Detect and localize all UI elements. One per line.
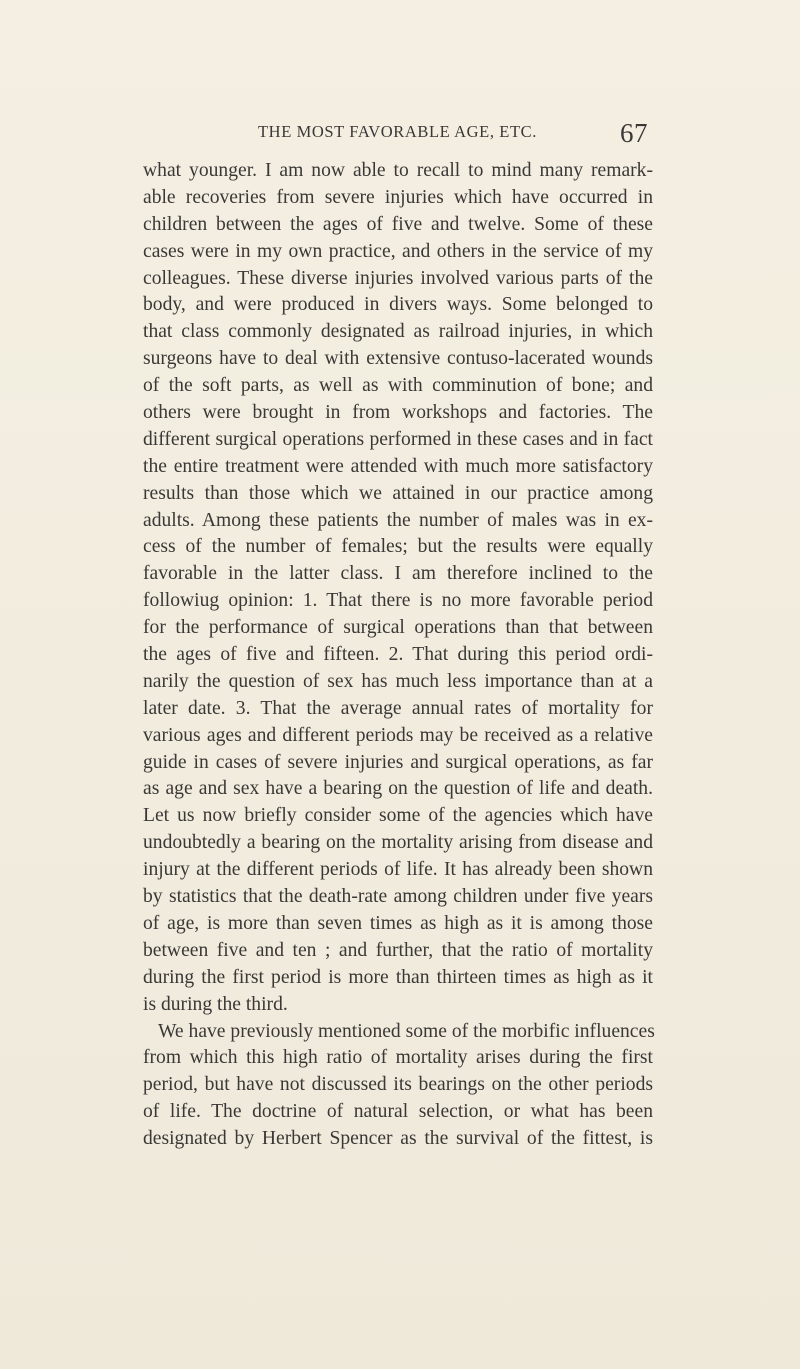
text-line: children between the ages of five and twelve. Some of these <box>143 213 653 235</box>
text-line: designated by Herbert Spencer as the survival of the fittest, is <box>143 1128 653 1150</box>
text-line: various ages and different periods may be received as a relative <box>143 724 653 746</box>
text-line: adults. Among these patients the number of males was in ex- <box>143 509 653 531</box>
text-line: is during the third. <box>143 993 288 1015</box>
text-line: narily the question of sex has much less importance than at a <box>143 670 653 692</box>
text-line: results than those which we attained in our practice among <box>143 482 653 504</box>
text-line: from which this high ratio of mortality arises during the first <box>143 1047 653 1069</box>
page-number: 67 <box>620 118 648 148</box>
text-line: period, but have not discussed its bearings on the other periods <box>143 1074 653 1096</box>
page-header <box>258 118 648 154</box>
text-line: what younger. I am now able to recall to mind many remark- <box>143 160 653 181</box>
running-title: THE MOST FAVORABLE AGE, ETC. <box>258 122 537 141</box>
text-line: followiug opinion: 1. That there is no more favorable period <box>143 590 653 612</box>
text-line: the ages of five and fifteen. 2. That during this period ordi- <box>143 644 653 666</box>
text-line: able recoveries from severe injuries which have occurred in <box>143 186 653 208</box>
text-line: surgeons have to deal with extensive contuso-lacerated wounds <box>143 348 653 370</box>
text-line: the entire treatment were attended with much more satisfactory <box>143 455 653 477</box>
text-line: injury at the different periods of life. It has already been shown <box>143 859 653 881</box>
text-line: as age and sex have a bearing on the question of life and death. <box>143 778 653 800</box>
text-line: between five and ten ; and further, that the ratio of mortality <box>143 939 653 961</box>
text-line: that class commonly designated as railroad injuries, in which <box>143 321 653 343</box>
text-line: during the first period is more than thirteen times as high as it <box>143 966 653 988</box>
text-line: others were brought in from workshops and factories. The <box>143 402 653 424</box>
text-line: later date. 3. That the average annual rates of mortality for <box>143 697 653 719</box>
text-line: cases were in my own practice, and others in the service of my <box>143 240 653 262</box>
text-line: different surgical operations performed in these cases and in fact <box>143 428 653 450</box>
text-line: colleagues. These diverse injuries involved various parts of the <box>143 267 653 289</box>
text-line: of life. The doctrine of natural selection, or what has been <box>143 1101 653 1123</box>
text-line: by statistics that the death-rate among children under five years <box>143 886 653 908</box>
text-line: Let us now briefly consider some of the agencies which have <box>143 805 653 827</box>
text-line: of age, is more than seven times as high as it is among those <box>143 912 653 934</box>
text-line: of the soft parts, as well as with comminution of bone; and <box>143 375 653 397</box>
text-line: cess of the number of females; but the results were equally <box>143 536 653 558</box>
body-text <box>143 158 653 1153</box>
text-line: We have previously mentioned some of the morbific influences <box>158 1020 655 1042</box>
text-line: body, and were produced in divers ways. Some belonged to <box>143 294 653 316</box>
text-line: for the performance of surgical operations than that between <box>143 617 653 639</box>
text-line: guide in cases of severe injuries and surgical operations, as far <box>143 751 653 773</box>
text-line: favorable in the latter class. I am therefore inclined to the <box>143 563 653 585</box>
text-line: undoubtedly a bearing on the mortality arising from disease and <box>143 832 653 854</box>
